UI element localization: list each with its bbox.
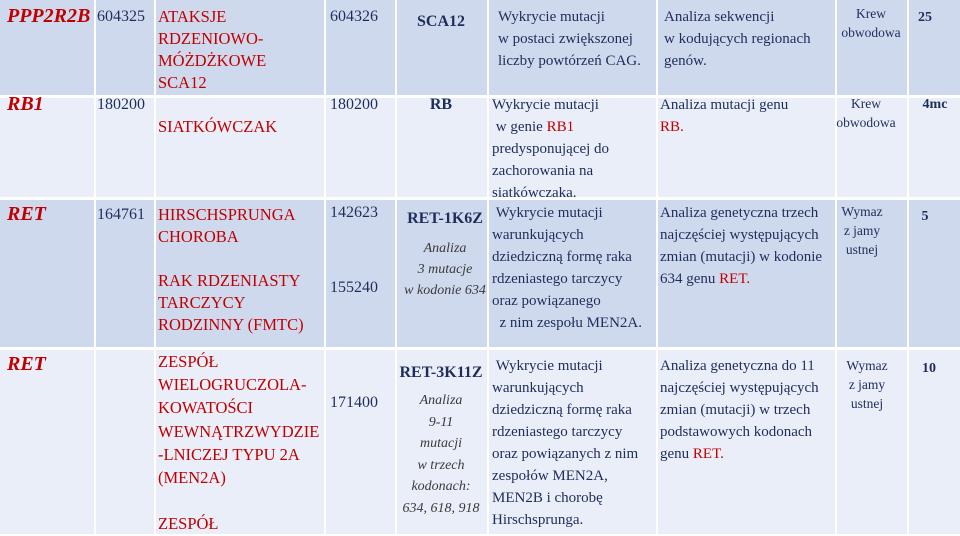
turnaround-time: 4mc: [922, 97, 948, 112]
column-divider: [835, 0, 837, 534]
gene-symbol: RET: [7, 353, 46, 375]
gene-symbol: RB1: [7, 93, 44, 115]
disease-omim-id: 142623: [330, 204, 378, 221]
test-code: RET-3K11Z: [399, 364, 483, 381]
test-method: Analiza mutacji genu RB.: [660, 97, 789, 135]
gene-omim-id: 180200: [97, 96, 145, 113]
test-code: RET-1K6Z: [407, 210, 483, 227]
column-divider: [324, 0, 326, 534]
turnaround-time: 25: [918, 10, 932, 25]
test-description: Wykrycie mutacji warunkujących dziedziczną formę raka rdzeniastego tarczycy oraz powiązanego z nim zespołu MEN2A.: [492, 205, 642, 331]
test-description: Wykrycie mutacji w postaci zwiększonej liczby powtórzeń CAG.: [498, 9, 641, 69]
gene-omim-id: 604325: [97, 8, 145, 25]
gene-symbol: PPP2R2B: [7, 5, 91, 27]
disease-name: HIRSCHSPRUNGA CHOROBA RAK RDZENIASTY TARCZYCY RODZINNY (FMTC): [158, 205, 304, 334]
disease-omim-id: 171400: [330, 394, 378, 411]
sample-material: Krew obwodowa: [841, 6, 901, 40]
test-method: Analiza genetyczna trzech najczęściej występujących zmian (mutacji) w kodonie 634 genu RET.: [660, 205, 823, 287]
row-divider: [0, 197, 960, 200]
test-scope: Analiza 3 mutacje w kodonie 634: [404, 241, 486, 298]
column-divider: [94, 0, 96, 534]
sample-material: Wymaz z jamy ustnej: [846, 358, 888, 411]
disease-omim-id: 180200: [330, 96, 378, 113]
gene-omim-id: 164761: [97, 206, 145, 223]
test-description: Wykrycie mutacji w genie RB1 predysponującej do zachorowania na siatkówczaka.: [492, 97, 610, 201]
turnaround-time: 10: [922, 361, 936, 376]
sample-material: Krew obwodowa: [836, 96, 896, 130]
test-description: Wykrycie mutacji warunkujących dziedziczną formę raka rdzeniastego tarczycy oraz powiązanych z nim zespołów MEN2A, MEN2B i chorobę Hirschsprunga.: [492, 358, 639, 528]
column-divider: [656, 0, 658, 534]
column-divider: [154, 0, 156, 534]
test-code: SCA12: [416, 13, 465, 30]
row-divider: [0, 347, 960, 350]
column-divider: [907, 0, 909, 534]
disease-name: SIATKÓWCZAK: [158, 117, 278, 136]
sample-material: Wymaz z jamy ustnej: [841, 204, 883, 257]
disease-name: ZESPÓŁ WIELOGRUCZOLA- KOWATOŚCI WEWNĄTRZWYDZIE -LNICZEJ TYPU 2A (MEN2A) ZESPÓŁ: [158, 352, 320, 534]
gene-symbol: RET: [7, 203, 46, 225]
disease-name: ATAKSJE RDZENIOWO- MÓŻDŻKOWE SCA12: [158, 7, 267, 92]
disease-omim-id: 604326: [330, 8, 378, 25]
test-method: Analiza sekwencji w kodujących regionach genów.: [664, 9, 811, 69]
test-scope: Analiza 9-11 mutacji w trzech kodonach: 634, 618, 918: [402, 393, 480, 516]
test-code: RB: [429, 96, 453, 113]
test-method: Analiza genetyczna do 11 najczęściej występujących zmian (mutacji) w trzech podstawowych kodonach genu RET.: [660, 358, 819, 462]
disease-omim-id: 155240: [330, 279, 378, 296]
turnaround-time: 5: [921, 209, 929, 224]
